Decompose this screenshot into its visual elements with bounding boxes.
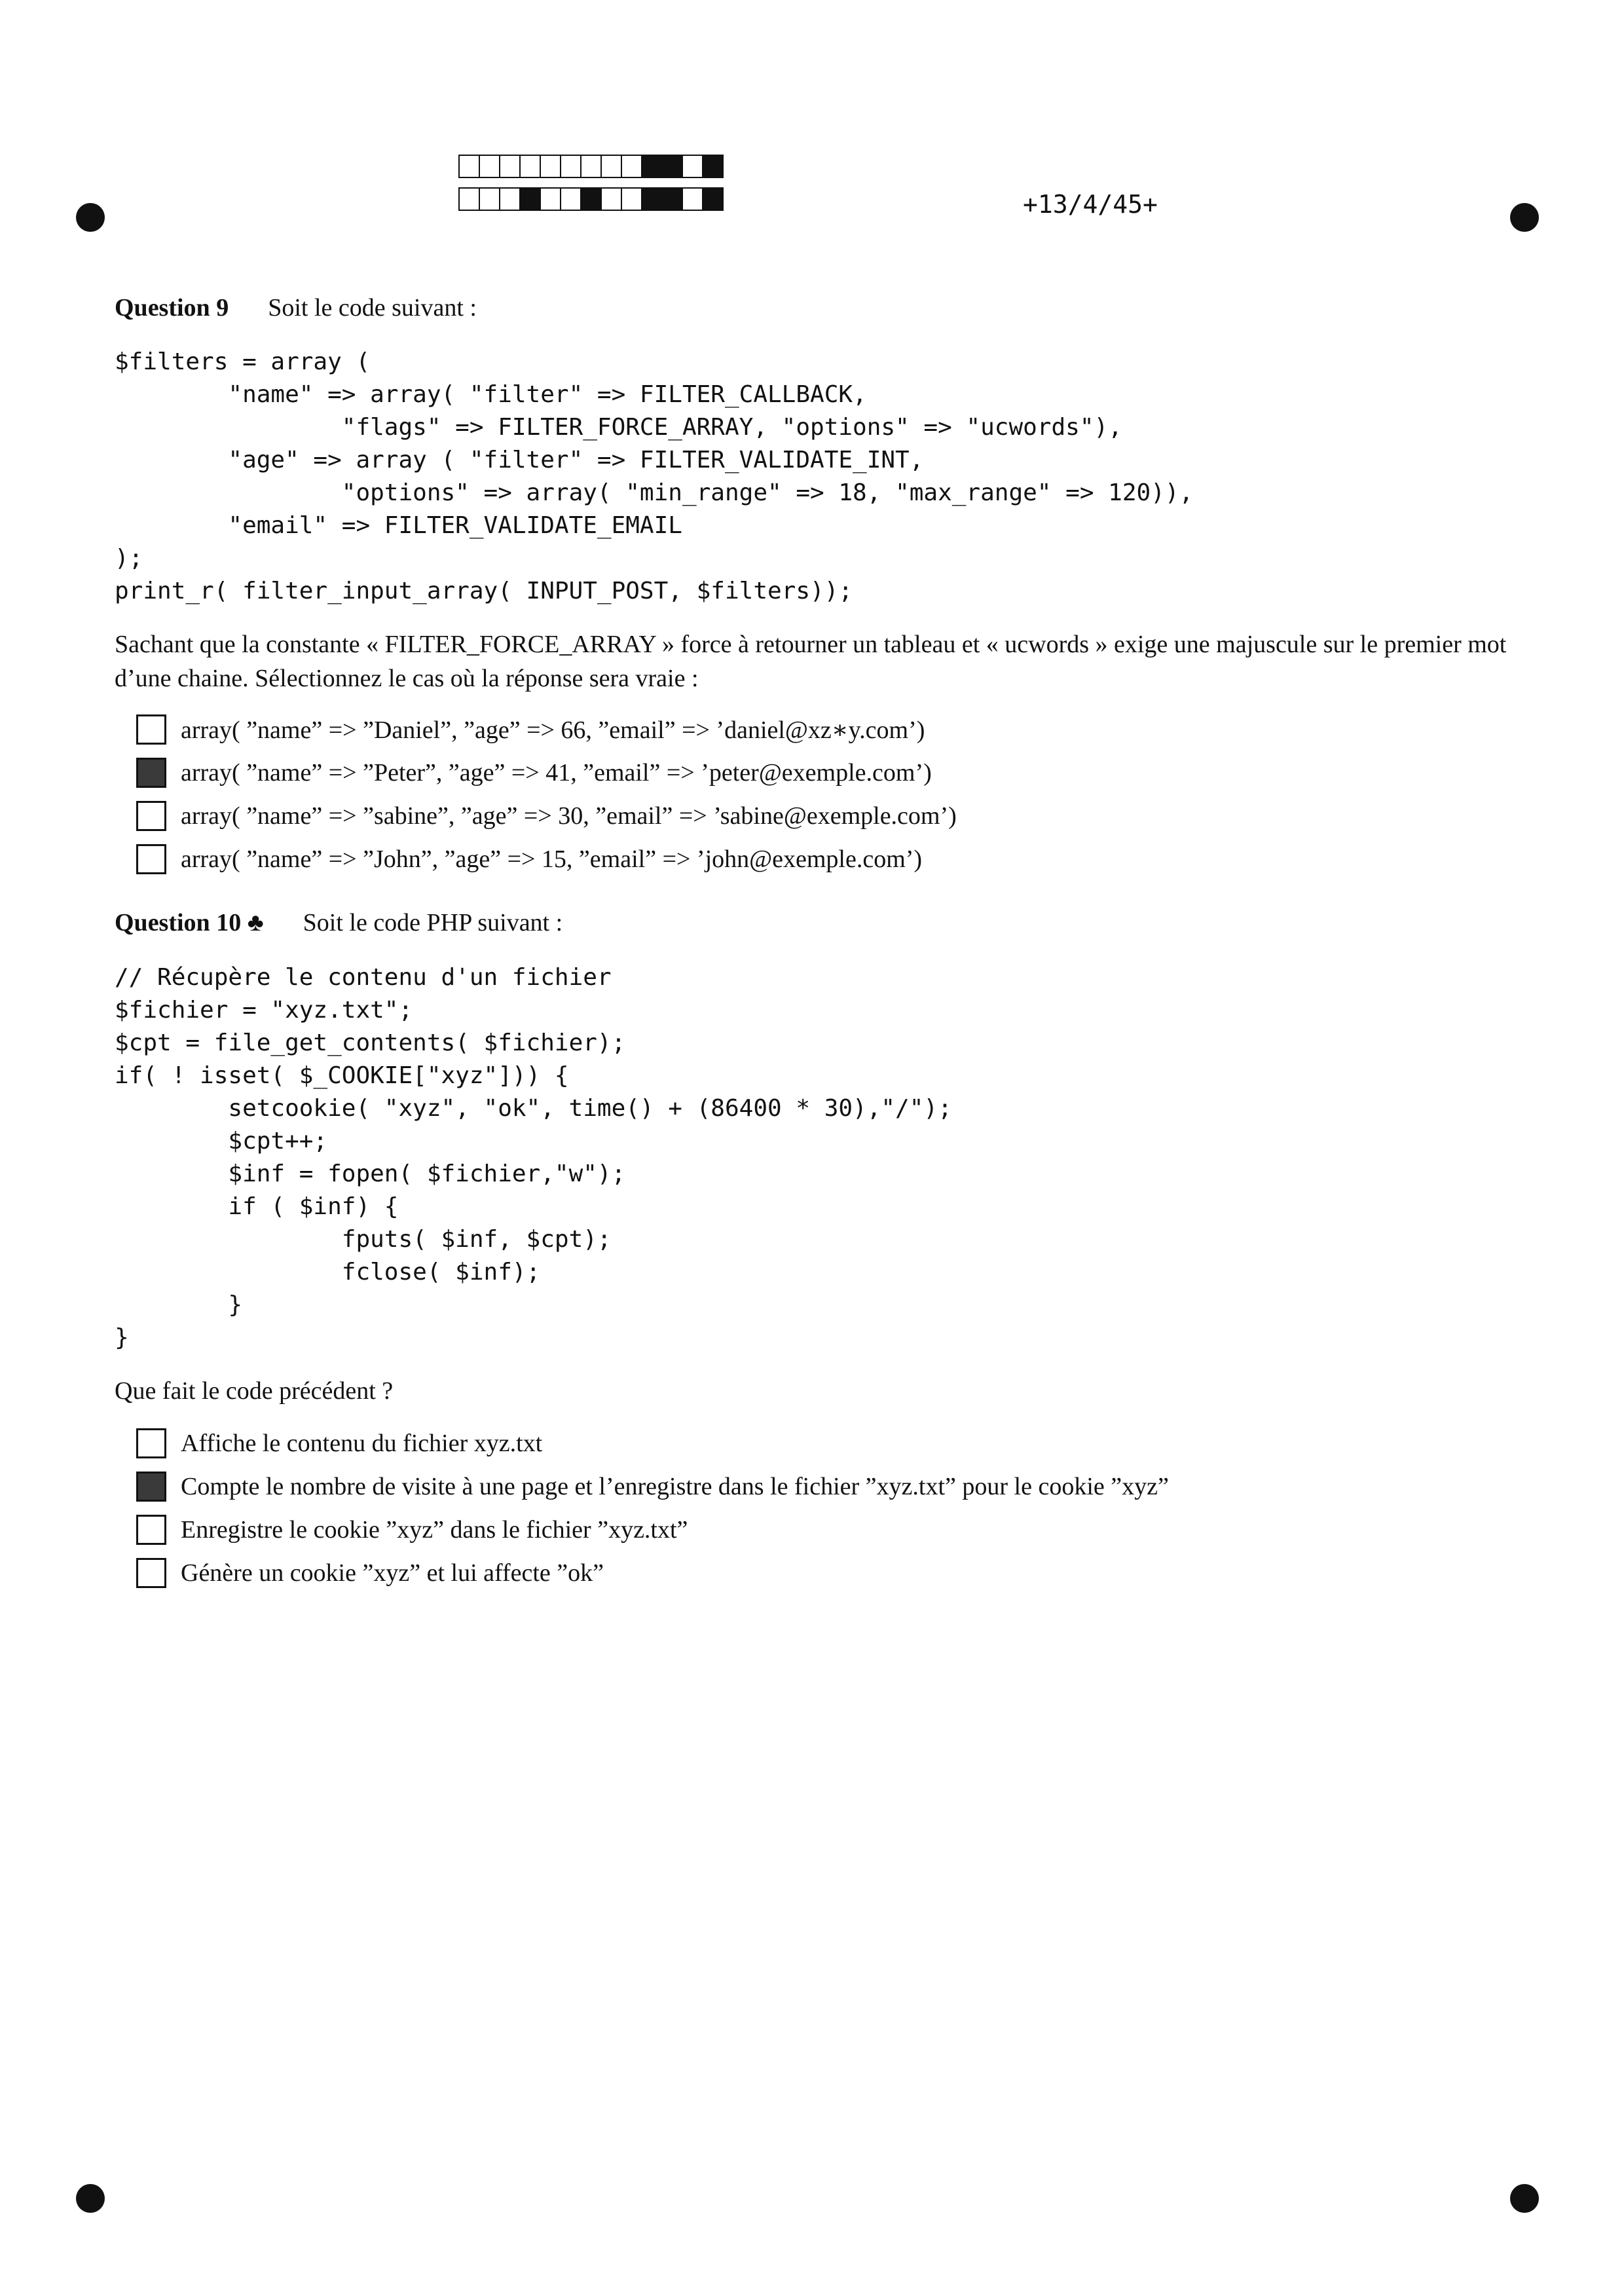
barcode-cell — [540, 155, 561, 178]
question-9-header — [115, 293, 477, 322]
question-intro: Soit le code suivant : — [268, 294, 477, 322]
choice[interactable] — [136, 1428, 542, 1458]
barcode-cell — [661, 155, 683, 178]
barcode-row-1 — [458, 155, 722, 178]
choice-label: array( ”name” => ”Peter”, ”age” => 41, ”email” => ’peter@exemple.com’) — [181, 759, 932, 787]
barcode-cell — [621, 187, 642, 211]
barcode-cell — [641, 187, 663, 211]
choice-label: Compte le nombre de visite à une page et l’enregistre dans le fichier ”xyz.txt” pour le cookie ”xyz” — [181, 1473, 1169, 1500]
barcode-cell — [560, 187, 581, 211]
choice[interactable] — [136, 758, 932, 788]
barcode-cell — [580, 155, 602, 178]
choice-label: array( ”name” => ”sabine”, ”age” => 30, ”email” => ’sabine@exemple.com’) — [181, 802, 957, 830]
corner-mark-bottom-left — [76, 2184, 105, 2213]
question-9-code: $filters = array ( "name" => array( "filter" => FILTER_CALLBACK, "flags" => FILTER_FORCE_ARRAY, "options" => "ucwords"), "age" => array ( "filter" => FILTER_VALIDATE_INT, "options" => array( "min_range" => 18, "max_range" => 120)), "email" => FILTER_VALIDATE_EMAIL ); print_r( filter_input_array( INPUT_POST, $filters)); — [115, 348, 1194, 604]
choice-label: array( ”name” => ”John”, ”age” => 15, ”email” => ’john@exemple.com’) — [181, 845, 923, 873]
choice[interactable] — [136, 1472, 1169, 1502]
barcode-cell — [682, 155, 703, 178]
barcode-cell — [641, 155, 663, 178]
checkbox[interactable] — [136, 844, 166, 874]
question-10-header — [115, 908, 563, 937]
choice[interactable] — [136, 1515, 688, 1545]
barcode-cell — [661, 187, 683, 211]
choice-label: Génère un cookie ”xyz” et lui affecte ”ok” — [181, 1559, 604, 1587]
barcode-cell — [458, 155, 480, 178]
choice-label: Affiche le contenu du fichier xyz.txt — [181, 1430, 543, 1457]
question-number: Question 9 — [115, 294, 229, 322]
choice-label: Enregistre le cookie ”xyz” dans le fichier ”xyz.txt” — [181, 1516, 688, 1544]
barcode-cell — [580, 187, 602, 211]
question-10-text: Que fait le code précédent ? — [115, 1377, 394, 1405]
checkbox[interactable] — [136, 1515, 166, 1545]
question-intro: Soit le code PHP suivant : — [303, 909, 563, 936]
barcode-cell — [519, 187, 541, 211]
choice[interactable] — [136, 1558, 604, 1588]
barcode-cell — [499, 155, 521, 178]
barcode-cell — [479, 187, 500, 211]
choice[interactable] — [136, 714, 925, 745]
barcode-cell — [499, 187, 521, 211]
checkbox[interactable] — [136, 758, 166, 788]
checkbox[interactable] — [136, 801, 166, 831]
barcode-cell — [519, 155, 541, 178]
page-code: +13/4/45+ — [1023, 190, 1158, 219]
barcode-cell — [560, 155, 581, 178]
barcode-cell — [682, 187, 703, 211]
checkbox[interactable] — [136, 714, 166, 745]
barcode-cell — [600, 155, 622, 178]
choice[interactable] — [136, 844, 922, 874]
barcode-row-2 — [458, 187, 722, 211]
corner-mark-top-right — [1510, 203, 1539, 232]
corner-mark-top-left — [76, 203, 105, 232]
barcode-cell — [621, 155, 642, 178]
checkbox[interactable] — [136, 1558, 166, 1588]
choice-label: array( ”name” => ”Daniel”, ”age” => 66, ”email” => ’daniel@xz∗y.com’) — [181, 716, 925, 744]
question-9-text: Sachant que la constante « FILTER_FORCE_ARRAY » force à retourner un tableau et « ucwords » exige une majuscule sur le premier mot d’une chaine. Sélectionnez le cas où la réponse sera vraie : — [115, 631, 1507, 692]
barcode-cell — [702, 155, 724, 178]
question-10-code: // Récupère le contenu d'un fichier $fichier = "xyz.txt"; $cpt = file_get_contents( $fichier); if( ! isset( $_COOKIE["xyz"])) { setcookie( "xyz", "ok", time() + (86400 * 30),"/"); $cpt++; $inf = fopen( $fichier,"w"); if ( $inf) { fputs( $inf, $cpt); fclose( $inf); } } — [115, 964, 952, 1351]
corner-mark-bottom-right — [1510, 2184, 1539, 2213]
barcode-cell — [458, 187, 480, 211]
choice[interactable] — [136, 801, 957, 831]
question-number: Question 10 ♣ — [115, 909, 264, 936]
checkbox[interactable] — [136, 1472, 166, 1502]
checkbox[interactable] — [136, 1428, 166, 1458]
barcode-cell — [702, 187, 724, 211]
barcode-cell — [600, 187, 622, 211]
barcode-cell — [479, 155, 500, 178]
barcode-cell — [540, 187, 561, 211]
